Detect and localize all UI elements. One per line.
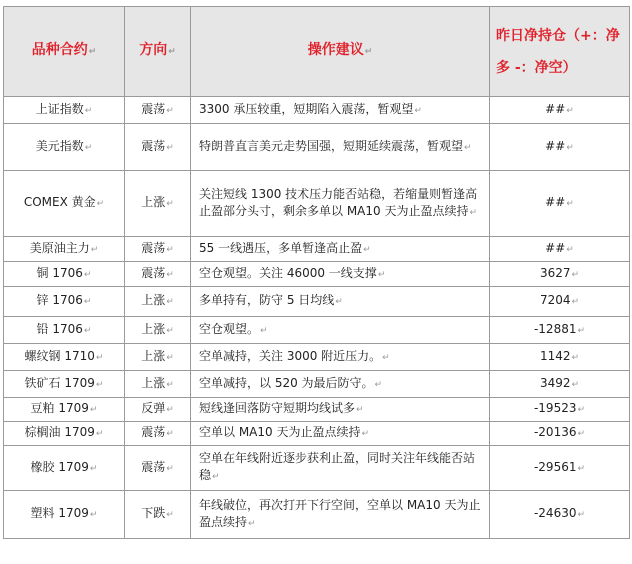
contract-cell-text: 上证指数	[35, 101, 84, 116]
direction-cell-text: 上涨	[141, 321, 166, 336]
return-mark: ↵	[166, 244, 174, 255]
return-mark: ↵	[260, 325, 268, 336]
table-row	[4, 317, 630, 344]
table-row	[4, 124, 630, 171]
return-mark: ↵	[166, 379, 174, 390]
return-mark: ↵	[95, 352, 104, 363]
direction-cell	[125, 371, 191, 398]
direction-cell-text: 反弹	[141, 401, 166, 415]
position-cell-text: -24630	[533, 506, 577, 520]
header-direction: 方向↵	[125, 7, 191, 97]
advice-cell	[191, 422, 490, 446]
return-mark: ↵	[469, 207, 478, 218]
return-mark: ↵	[361, 429, 370, 439]
position-cell	[490, 124, 630, 171]
return-mark: ↵	[363, 244, 371, 255]
header-position: 昨日净持仓（+：净多 -：净空）	[490, 7, 630, 97]
direction-cell-text: 上涨	[141, 293, 166, 307]
position-cell-text: ##	[545, 101, 566, 116]
direction-cell	[125, 398, 191, 422]
direction-cell-text: 上涨	[141, 348, 166, 363]
advice-cell-text: 空单以 MA10 天为止盈点续持	[199, 425, 361, 439]
contract-cell-text: 铁矿石 1709	[24, 375, 95, 390]
advice-cell-text: 年线破位，再次打开下行空间，空单以 MA10 天为止盈点续持	[199, 497, 481, 529]
direction-cell	[125, 446, 191, 491]
position-cell-text: 7204	[539, 293, 571, 307]
direction-cell-text: 震荡	[141, 425, 166, 439]
direction-cell	[125, 491, 191, 539]
direction-cell-text: 震荡	[141, 101, 166, 116]
position-cell-text: ##	[545, 240, 566, 255]
position-cell	[490, 317, 630, 344]
return-mark: ↵	[571, 297, 580, 307]
contract-cell-text: 锌 1706	[36, 293, 83, 307]
contract-cell-text: 美原油主力	[29, 240, 90, 255]
contract-cell	[4, 317, 125, 344]
position-cell	[490, 446, 630, 491]
return-mark: ↵	[96, 199, 105, 209]
contract-cell-text: COMEX 黄金	[23, 195, 96, 209]
return-mark: ↵	[166, 269, 174, 280]
direction-cell	[125, 317, 191, 344]
return-mark: ↵	[464, 142, 472, 153]
table-row	[4, 446, 630, 491]
position-cell	[490, 422, 630, 446]
return-mark: ↵	[166, 405, 174, 415]
direction-cell	[125, 287, 191, 317]
return-mark: ↵	[166, 510, 174, 520]
position-cell	[490, 398, 630, 422]
trading-advice-table	[3, 6, 630, 539]
position-cell-text: -20136	[533, 425, 577, 439]
contract-cell-text: 豆粕 1709	[30, 401, 89, 415]
advice-cell	[191, 317, 490, 344]
direction-cell	[125, 237, 191, 262]
table-row	[4, 398, 630, 422]
direction-cell	[125, 344, 191, 371]
return-mark: ↵	[356, 405, 364, 415]
contract-cell	[4, 344, 125, 371]
header-row	[4, 7, 630, 97]
contract-cell	[4, 446, 125, 491]
direction-cell-text: 震荡	[141, 138, 166, 153]
position-cell	[490, 171, 630, 237]
contract-cell	[4, 371, 125, 398]
return-mark: ↵	[166, 105, 174, 116]
return-mark: ↵	[166, 325, 174, 336]
advice-cell	[191, 446, 490, 491]
contract-cell-text: 棕榈油 1709	[24, 425, 95, 439]
return-mark: ↵	[382, 352, 390, 363]
table-row	[4, 97, 630, 124]
advice-cell	[191, 97, 490, 124]
advice-cell	[191, 371, 490, 398]
direction-cell	[125, 97, 191, 124]
contract-cell-text: 塑料 1709	[30, 506, 89, 520]
contract-cell	[4, 124, 125, 171]
table-row	[4, 287, 630, 317]
position-cell	[490, 344, 630, 371]
table-row	[4, 344, 630, 371]
direction-cell-text: 震荡	[141, 265, 166, 280]
position-cell	[490, 491, 630, 539]
position-cell-text: -12881	[533, 321, 577, 336]
return-mark: ↵	[248, 518, 256, 529]
return-mark: ↵	[566, 199, 574, 209]
contract-cell	[4, 398, 125, 422]
position-cell-text: -29561	[533, 459, 577, 474]
advice-cell-text: 空仓观望。	[199, 321, 260, 336]
advice-cell	[191, 124, 490, 171]
return-mark: ↵	[374, 379, 383, 390]
advice-cell-text: 55 一线遇压，多单暂逢高止盈	[199, 240, 363, 255]
table-row	[4, 422, 630, 446]
direction-cell	[125, 171, 191, 237]
return-mark: ↵	[571, 352, 580, 363]
advice-cell	[191, 237, 490, 262]
table-row	[4, 171, 630, 237]
contract-cell	[4, 237, 125, 262]
return-mark: ↵	[84, 105, 93, 116]
advice-cell	[191, 398, 490, 422]
return-mark: ↵	[166, 297, 174, 307]
return-mark: ↵	[166, 463, 174, 474]
contract-cell	[4, 171, 125, 237]
return-mark: ↵	[83, 297, 92, 307]
contract-cell-text: 橡胶 1709	[30, 459, 89, 474]
return-mark: ↵	[90, 244, 99, 255]
return-mark: ↵	[377, 269, 386, 280]
table-row	[4, 262, 630, 287]
return-mark: ↵	[577, 463, 586, 474]
position-cell-text: 3627	[539, 265, 571, 280]
advice-cell	[191, 171, 490, 237]
advice-cell-text: 关注短线 1300 技术压力能否站稳，若缩量则暂逢高止盈部分头寸，剩余多单以 MA10 天为止盈点续持	[199, 186, 478, 218]
return-mark: ↵	[414, 105, 422, 116]
table-row	[4, 371, 630, 398]
advice-cell-text: 短线逢回落防守短期均线试多	[199, 401, 356, 415]
return-mark: ↵	[571, 269, 580, 280]
header-advice: 操作建议↵	[191, 7, 490, 97]
direction-cell-text: 震荡	[141, 240, 166, 255]
return-mark: ↵	[166, 352, 174, 363]
position-cell-text: 1142	[539, 348, 571, 363]
contract-cell-text: 螺纹钢 1710	[24, 348, 95, 363]
return-mark: ↵	[84, 142, 93, 153]
return-mark: ↵	[95, 429, 104, 439]
return-mark: ↵	[166, 199, 174, 209]
direction-cell-text: 上涨	[141, 195, 166, 209]
contract-cell	[4, 262, 125, 287]
return-mark: ↵	[566, 142, 574, 153]
advice-cell	[191, 287, 490, 317]
contract-cell	[4, 287, 125, 317]
return-mark: ↵	[83, 325, 92, 336]
position-cell-text: ##	[545, 138, 566, 153]
direction-cell-text: 震荡	[141, 459, 166, 474]
return-mark: ↵	[83, 269, 92, 280]
position-cell	[490, 262, 630, 287]
direction-cell	[125, 422, 191, 446]
advice-cell	[191, 262, 490, 287]
contract-cell-text: 铜 1706	[36, 265, 83, 280]
contract-cell-text: 铅 1706	[36, 321, 83, 336]
advice-cell-text: 3300 承压较重，短期陷入震荡，暂观望	[199, 101, 414, 116]
direction-cell-text: 下跌	[141, 506, 166, 520]
contract-cell	[4, 491, 125, 539]
advice-cell-text: 多单持有，防守 5 日均线	[199, 293, 335, 307]
advice-cell-text: 空单减持，以 520 为最后防守。	[199, 375, 374, 390]
return-mark: ↵	[577, 510, 586, 520]
return-mark: ↵	[566, 105, 574, 116]
position-cell	[490, 287, 630, 317]
position-cell	[490, 371, 630, 398]
advice-cell	[191, 344, 490, 371]
advice-cell-text: 空单减持，关注 3000 附近压力。	[199, 348, 382, 363]
return-mark: ↵	[166, 142, 174, 153]
return-mark: ↵	[566, 244, 574, 255]
direction-cell	[125, 262, 191, 287]
return-mark: ↵	[166, 429, 174, 439]
return-mark: ↵	[89, 463, 98, 474]
return-mark: ↵	[577, 429, 586, 439]
return-mark: ↵	[89, 405, 98, 415]
return-mark: ↵	[577, 405, 586, 415]
advice-cell	[191, 491, 490, 539]
return-mark: ↵	[571, 379, 580, 390]
contract-cell-text: 美元指数	[35, 138, 84, 153]
advice-cell-text: 特朗普直言美元走势国强，短期延续震荡，暂观望	[199, 138, 464, 153]
position-cell-text: -19523	[533, 401, 577, 415]
direction-cell	[125, 124, 191, 171]
position-cell-text: 3492	[539, 375, 571, 390]
table-row	[4, 491, 630, 539]
advice-cell-text: 空单在年线附近逐步获利止盈，同时关注年线能否站稳	[199, 451, 476, 482]
advice-cell-text: 空仓观望。关注 46000 一线支撑	[199, 265, 377, 280]
table-row	[4, 237, 630, 262]
return-mark: ↵	[212, 472, 220, 482]
return-mark: ↵	[577, 325, 586, 336]
position-cell-text: ##	[545, 195, 566, 209]
return-mark: ↵	[89, 510, 98, 520]
contract-cell	[4, 422, 125, 446]
contract-cell	[4, 97, 125, 124]
direction-cell-text: 上涨	[141, 375, 166, 390]
position-cell	[490, 237, 630, 262]
position-cell	[490, 97, 630, 124]
header-contract: 品种合约↵	[4, 7, 125, 97]
return-mark: ↵	[335, 297, 343, 307]
return-mark: ↵	[95, 379, 104, 390]
